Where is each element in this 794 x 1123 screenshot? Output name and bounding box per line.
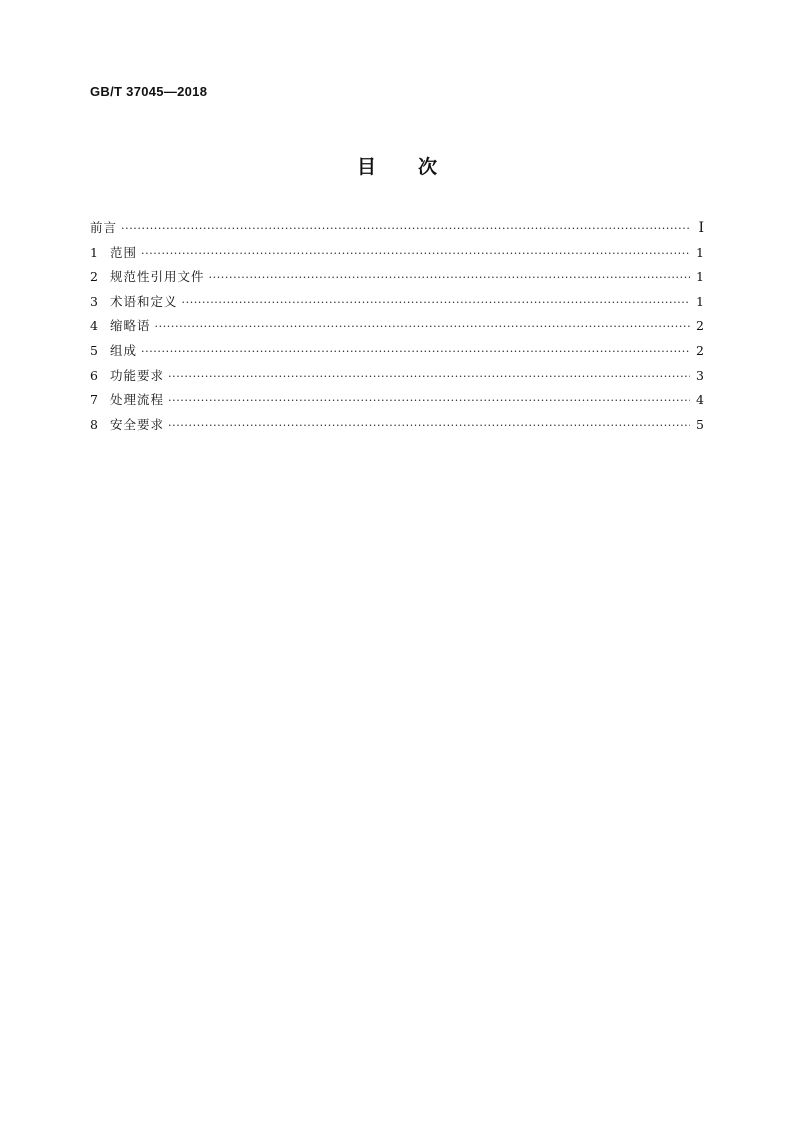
toc-entry-label: 功能要求	[110, 367, 165, 383]
standard-code: GB/T 37045—2018	[90, 84, 208, 99]
toc-entry-number: 3	[90, 293, 98, 309]
toc-entry-label: 组成	[110, 342, 138, 358]
toc-leader-dots	[182, 291, 690, 316]
toc-leader-dots	[168, 389, 690, 414]
toc-entry-page: I	[698, 220, 704, 236]
toc-entry-page: 5	[696, 416, 704, 432]
title-char-left: 目	[356, 156, 376, 178]
toc-entry-label: 处理流程	[110, 392, 165, 408]
toc-leader-dots	[168, 365, 690, 390]
toc-entry-page: 2	[696, 342, 704, 358]
toc-entry-scope[interactable]	[90, 241, 704, 266]
toc-entry-number: 2	[90, 269, 98, 285]
toc-entry-number: 6	[90, 367, 98, 383]
toc-entry-number: 8	[90, 416, 98, 432]
title-char-right: 次	[418, 156, 438, 178]
toc-entry-label: 前言	[90, 220, 118, 235]
toc-leader-dots	[141, 242, 690, 267]
toc-leader-dots	[121, 217, 690, 242]
toc-entry-abbreviations[interactable]	[90, 314, 704, 339]
toc-entry-functional-requirements[interactable]	[90, 364, 704, 389]
toc-entry-page: 4	[696, 392, 704, 408]
toc-entry-label: 术语和定义	[110, 293, 178, 309]
toc-entry-page: 2	[696, 318, 704, 334]
toc-entry-security-requirements[interactable]	[90, 413, 704, 438]
toc-entry-label: 范围	[110, 244, 138, 260]
toc-entry-number: 7	[90, 392, 98, 408]
toc-entry-page: 1	[696, 293, 704, 309]
toc-entry-label: 安全要求	[110, 416, 165, 432]
toc-entry-processing-flow[interactable]	[90, 388, 704, 413]
toc-leader-dots	[168, 414, 690, 439]
toc-entry-page: 3	[696, 367, 704, 383]
toc-entry-page: 1	[696, 269, 704, 285]
toc-entry-label: 规范性引用文件	[110, 269, 205, 285]
table-of-contents	[90, 216, 704, 437]
toc-leader-dots	[155, 315, 690, 340]
toc-leader-dots	[209, 266, 690, 291]
page-title	[0, 152, 794, 179]
toc-entry-foreword[interactable]	[90, 216, 704, 241]
toc-entry-number: 4	[90, 318, 98, 334]
toc-entry-composition[interactable]	[90, 339, 704, 364]
toc-entry-label: 缩略语	[110, 318, 151, 334]
toc-entry-terms-definitions[interactable]	[90, 290, 704, 315]
toc-entry-number: 5	[90, 342, 98, 358]
toc-entry-page: 1	[696, 244, 704, 260]
toc-entry-normative-references[interactable]	[90, 265, 704, 290]
toc-leader-dots	[141, 340, 690, 365]
toc-entry-number: 1	[90, 244, 98, 260]
